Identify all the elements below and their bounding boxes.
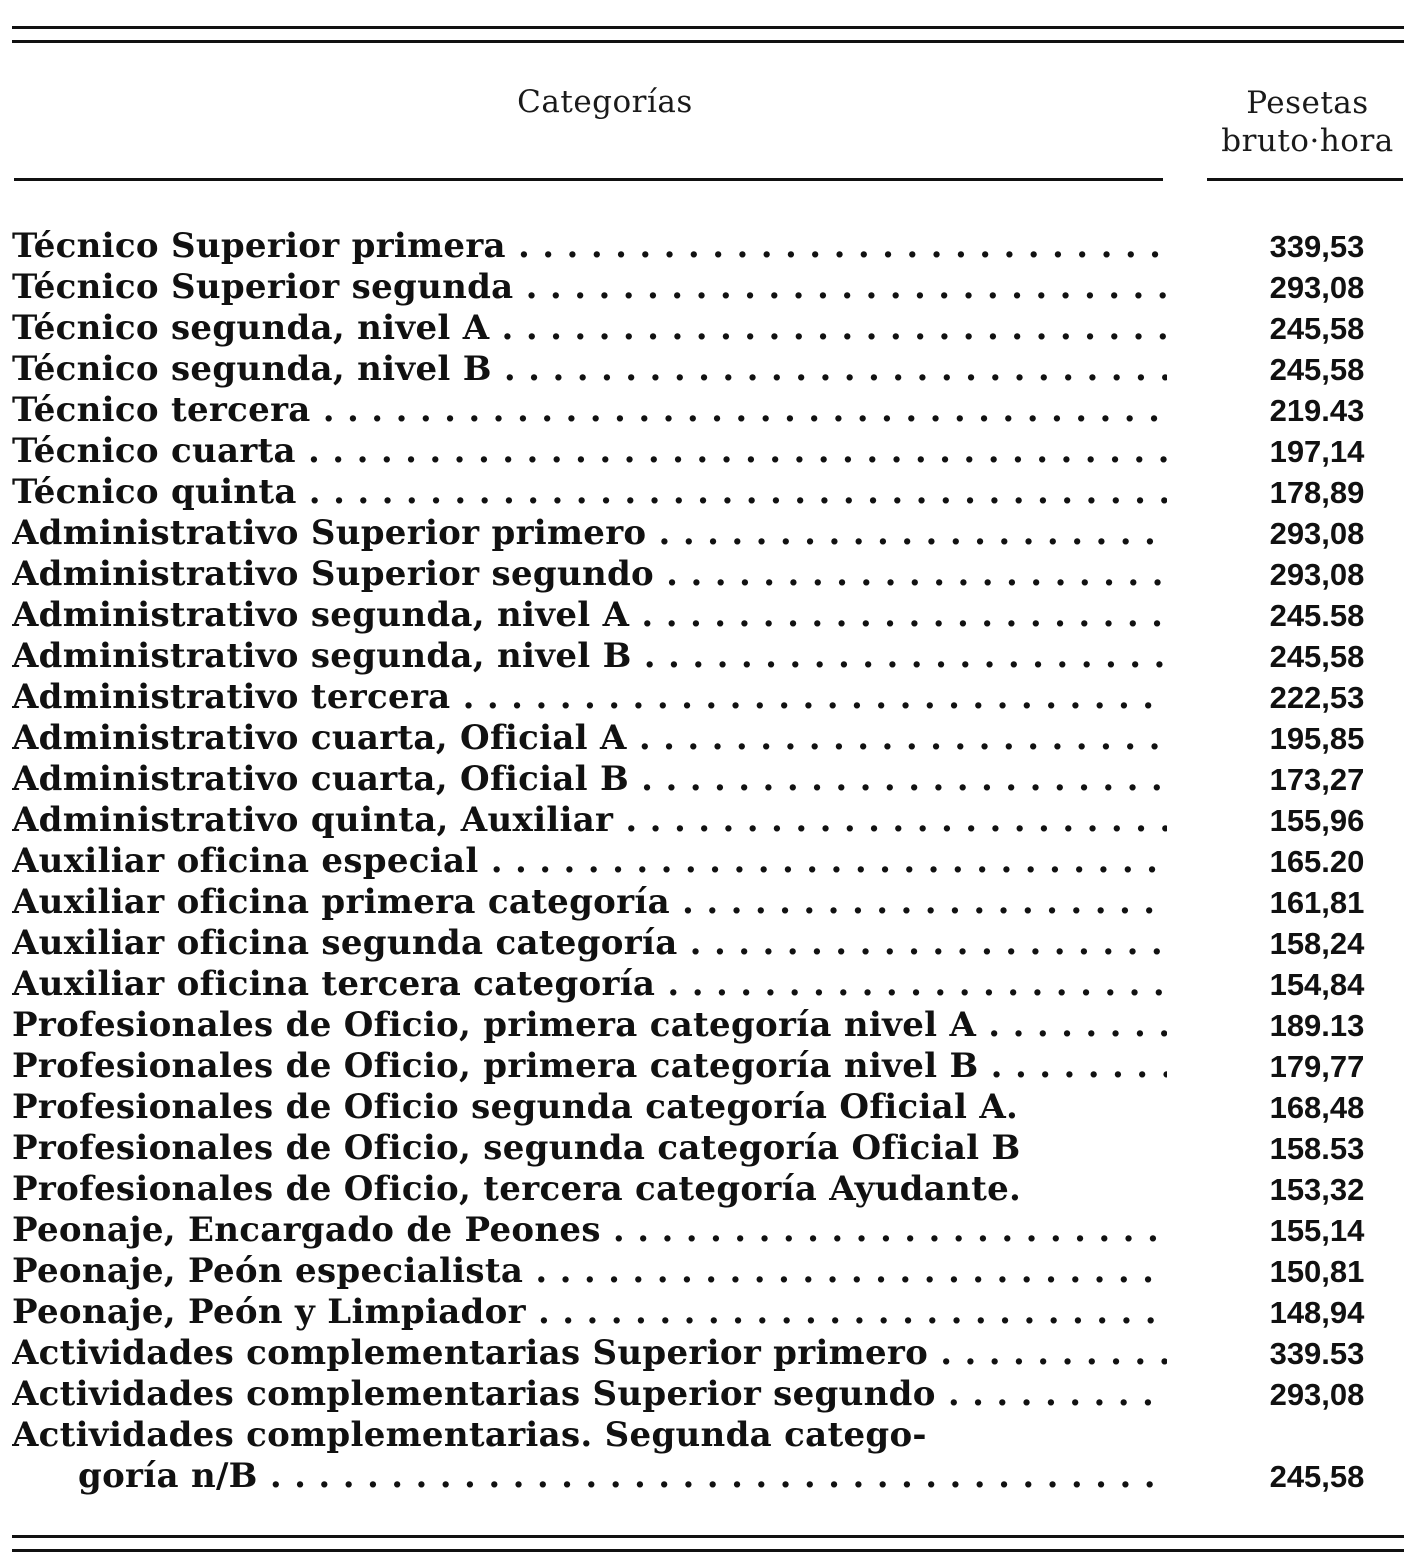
header-rule-pesetas [1207, 178, 1403, 181]
table-row [12, 800, 1412, 841]
table-row [12, 718, 1412, 759]
row-value: 293,08 [1269, 1377, 1365, 1412]
row-value: 293,08 [1269, 516, 1365, 551]
row-value: 245,58 [1269, 1459, 1365, 1494]
row-value: 161,81 [1269, 885, 1365, 920]
row-category: Técnico quinta . . . [12, 472, 1167, 513]
row-category: Profesionales de Oficio, primera categoría nivel B . . . [12, 1046, 1167, 1087]
row-value: 158.53 [1269, 1131, 1365, 1166]
table-row [12, 759, 1412, 800]
row-category-line2: goría n/B . . . [78, 1456, 1167, 1497]
row-category: Técnico segunda, nivel A . . . [12, 308, 1167, 349]
table-row [12, 1046, 1412, 1087]
row-value: 173,27 [1269, 762, 1365, 797]
row-category: Profesionales de Oficio, primera categoría nivel A . . . [12, 1005, 1167, 1046]
table-row [12, 513, 1412, 554]
table-row [12, 1210, 1412, 1251]
table-row [12, 1128, 1412, 1169]
top-rule-1 [12, 26, 1404, 29]
row-category: Técnico segunda, nivel B . . . [12, 349, 1167, 390]
row-value: 155,14 [1269, 1213, 1365, 1248]
row-category: Auxiliar oficina segunda categoría . . . [12, 923, 1167, 964]
table-row [12, 1333, 1412, 1374]
table-body [12, 226, 1412, 1497]
row-value: 189.13 [1269, 1008, 1365, 1043]
bottom-rule-2 [12, 1549, 1404, 1552]
table-row-last-line1 [12, 1415, 1412, 1456]
table-row [12, 1374, 1412, 1415]
table-row-last-line2 [12, 1456, 1412, 1497]
row-category: Peonaje, Peón especialista . . . [12, 1251, 1167, 1292]
header-categorias: Categorías [517, 84, 693, 120]
row-category: Administrativo Superior segundo . . . [12, 554, 1167, 595]
row-value: 195,85 [1269, 721, 1365, 756]
row-value: 165.20 [1269, 844, 1365, 879]
row-value: 293,08 [1269, 557, 1365, 592]
row-category: Técnico Superior primera . . . [12, 226, 1167, 267]
table-row [12, 431, 1412, 472]
row-category: Profesionales de Oficio, tercera categoría Ayudante. [12, 1169, 1022, 1209]
row-value: 179,77 [1269, 1049, 1365, 1084]
row-category: Técnico tercera . . . [12, 390, 1167, 431]
table-row [12, 308, 1412, 349]
table-row [12, 1251, 1412, 1292]
row-category: Administrativo cuarta, Oficial A . . . [12, 718, 1167, 759]
row-value: 150,81 [1269, 1254, 1365, 1289]
row-value: 339,53 [1269, 229, 1365, 264]
row-value: 155,96 [1269, 803, 1365, 838]
row-category-line1: Actividades complementarias. Segunda catego- [12, 1415, 927, 1455]
row-category: Administrativo Superior primero . . . [12, 513, 1167, 554]
row-value: 148,94 [1269, 1295, 1365, 1330]
table-row [12, 1292, 1412, 1333]
table-row [12, 349, 1412, 390]
row-value: 339.53 [1269, 1336, 1365, 1371]
row-value: 219.43 [1269, 393, 1365, 428]
row-category: Administrativo quinta, Auxiliar . . . [12, 800, 1167, 841]
header-pesetas [1200, 84, 1415, 160]
table-row [12, 1005, 1412, 1046]
row-value: 153,32 [1269, 1172, 1365, 1207]
table-row [12, 841, 1412, 882]
row-category: Peonaje, Encargado de Peones . . . [12, 1210, 1167, 1251]
table-row [12, 472, 1412, 513]
header-rule-categories [14, 178, 1163, 181]
top-rule-2 [12, 40, 1404, 43]
table-row [12, 267, 1412, 308]
row-category: Actividades complementarias Superior primero . . . [12, 1333, 1167, 1374]
table-row [12, 1087, 1412, 1128]
row-value: 222,53 [1269, 680, 1365, 715]
row-value: 245,58 [1269, 311, 1365, 346]
table-row [12, 964, 1412, 1005]
row-category: Auxiliar oficina primera categoría . . . [12, 882, 1167, 923]
row-value: 158,24 [1269, 926, 1365, 961]
table-row [12, 677, 1412, 718]
table-row [12, 923, 1412, 964]
row-value: 245,58 [1269, 352, 1365, 387]
row-category: Profesionales de Oficio, segunda categoría Oficial B [12, 1128, 1021, 1168]
row-value: 245,58 [1269, 639, 1365, 674]
row-category: Actividades complementarias Superior segundo . . . [12, 1374, 1167, 1415]
row-category: Técnico cuarta . . . [12, 431, 1167, 472]
row-value: 178,89 [1269, 475, 1365, 510]
row-category: Administrativo segunda, nivel A . . . [12, 595, 1167, 636]
header-pesetas-line2: bruto·hora [1221, 123, 1394, 159]
table-row [12, 390, 1412, 431]
row-category: Auxiliar oficina tercera categoría . . . [12, 964, 1167, 1005]
row-value: 197,14 [1269, 434, 1365, 469]
header-pesetas-line1: Pesetas [1246, 85, 1369, 121]
bottom-rule-1 [12, 1535, 1404, 1538]
table-row [12, 226, 1412, 267]
row-category: Profesionales de Oficio segunda categoría Oficial A. [12, 1087, 1019, 1127]
table-row [12, 554, 1412, 595]
row-category: Auxiliar oficina especial . . . [12, 841, 1167, 882]
table-row [12, 882, 1412, 923]
row-value: 245.58 [1269, 598, 1365, 633]
table-row [12, 1169, 1412, 1210]
row-category: Administrativo segunda, nivel B . . . [12, 636, 1167, 677]
row-category: Administrativo tercera . . . [12, 677, 1167, 718]
row-category: Peonaje, Peón y Limpiador . . . [12, 1292, 1167, 1333]
row-value: 168,48 [1269, 1090, 1365, 1125]
row-value: 293,08 [1269, 270, 1365, 305]
table-row [12, 595, 1412, 636]
row-value: 154,84 [1269, 967, 1365, 1002]
row-category: Administrativo cuarta, Oficial B . . . [12, 759, 1167, 800]
table-row [12, 636, 1412, 677]
row-category: Técnico Superior segunda . . . [12, 267, 1167, 308]
